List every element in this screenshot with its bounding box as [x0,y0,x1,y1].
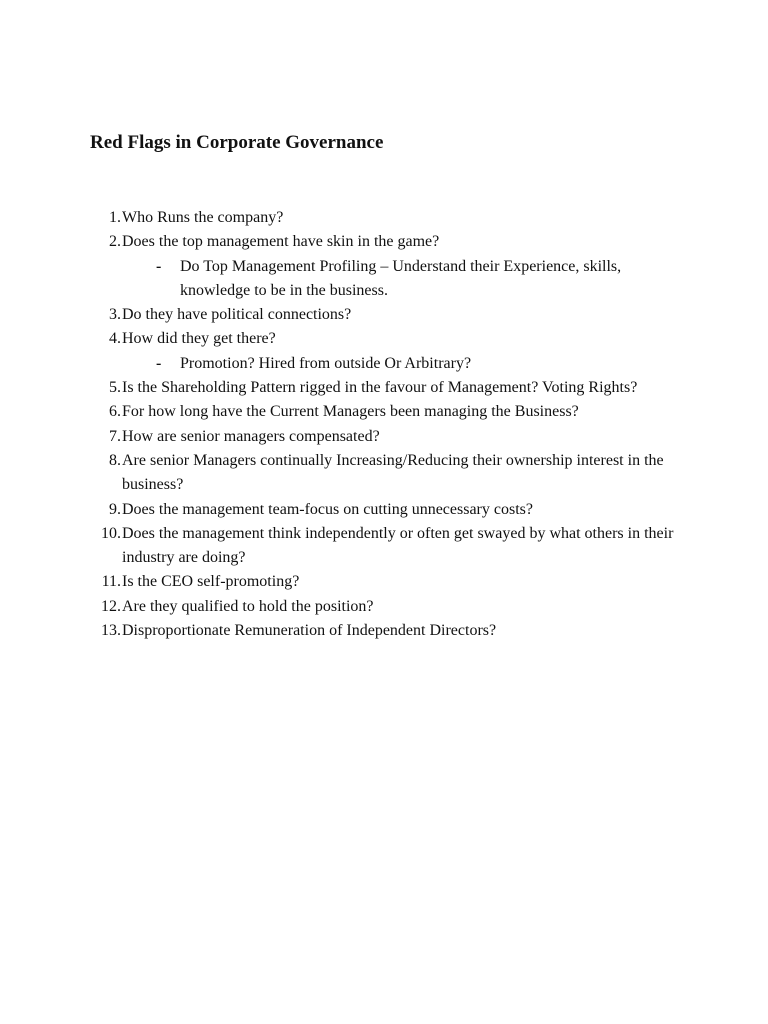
list-item-number: 11. [101,573,121,591]
list-item-text: Disproportionate Remuneration of Independent Directors? [122,622,497,640]
list-item-number: 13. [101,622,121,640]
sub-bullet-text: Do Top Management Profiling – Understand their Experience, skills, knowledge to be in the business. [180,257,622,299]
list-item-number: 12. [101,597,121,615]
sub-bullet-item [90,255,690,304]
list-item-number: 10. [101,524,121,542]
bullet-dash: - [156,354,162,372]
list-item [90,327,690,351]
list-item [90,376,690,400]
list-item [90,400,690,424]
list-item-text: Is the CEO self-promoting? [122,573,300,591]
list-item-number: 6. [109,403,121,421]
list-item [90,619,690,643]
list-item [90,425,690,449]
list-item-number: 3. [109,306,121,324]
list-item-text: For how long have the Current Managers been managing the Business? [122,403,579,421]
list-item [90,206,690,230]
list-item-number: 1. [109,209,121,226]
list-item-text: Do they have political connections? [122,306,352,324]
list-item [90,449,690,498]
document-title: Red Flags in Corporate Governance [90,132,384,153]
list-item-number: 7. [109,427,121,445]
list-item-number: 9. [109,500,121,518]
sub-bullet-text: Promotion? Hired from outside Or Arbitrary? [180,354,472,372]
list-item-text: How did they get there? [122,330,276,348]
list-item-number: 4. [109,330,121,348]
list-item [90,498,690,522]
list-item-text: Is the Shareholding Pattern rigged in the favour of Management? Voting Rights? [122,379,638,397]
list-item [90,303,690,327]
list-item-text: Does the management team-focus on cutting unnecessary costs? [122,500,533,518]
list-item-text: How are senior managers compensated? [122,427,380,445]
list-item [90,570,690,594]
list-item-number: 2. [109,233,121,251]
sub-bullet-item [90,352,690,376]
list-item [90,522,690,571]
list-item-text: Does the management think independently or often get swayed by what others in their industry are doing? [122,524,674,567]
list-item-text: Are senior Managers continually Increasing/Reducing their ownership interest in the business? [122,451,664,494]
list-item-text: Does the top management have skin in the game? [122,233,440,251]
list-item [90,595,690,619]
list-item-number: 5. [109,379,121,397]
list-item-text: Who Runs the company? [122,209,284,226]
red-flags-list [90,206,690,643]
list-item-text: Are they qualified to hold the position? [122,597,374,615]
list-item-number: 8. [109,451,121,469]
list-item [90,230,690,254]
bullet-dash: - [156,257,162,275]
